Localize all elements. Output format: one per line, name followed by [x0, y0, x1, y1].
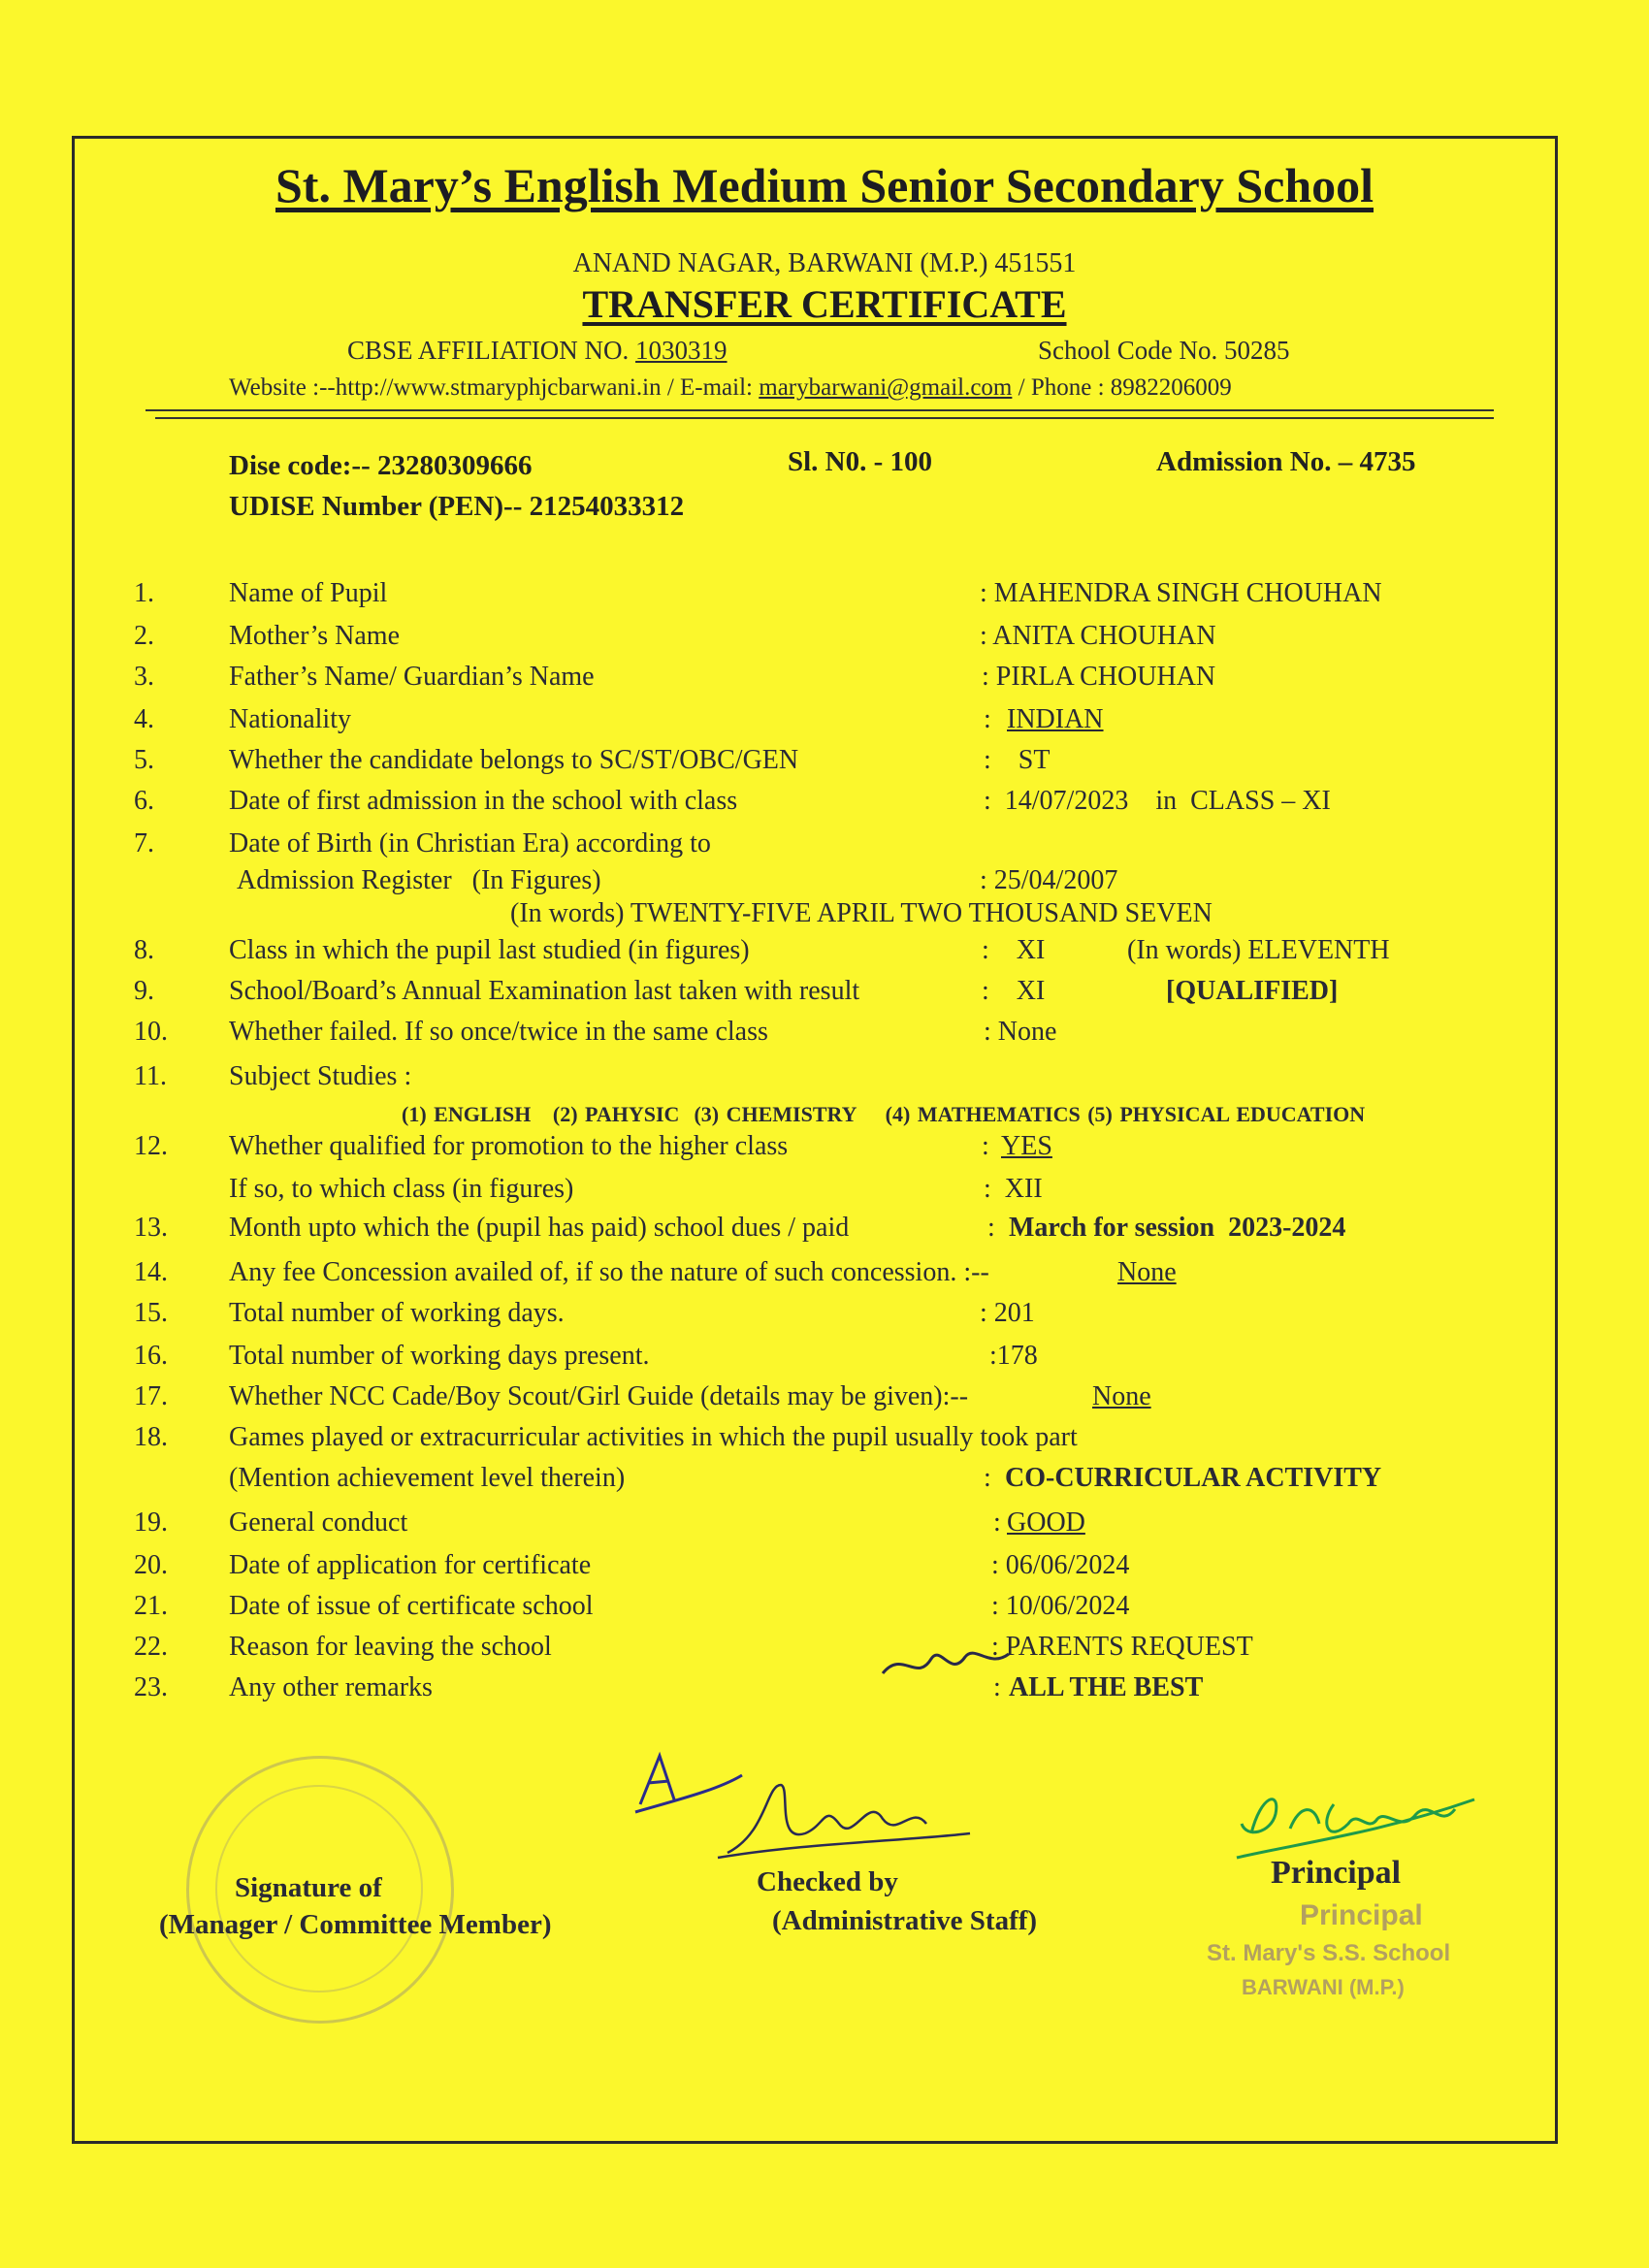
leaving-reason: : PARENTS REQUEST [991, 1632, 1253, 1662]
principal-label: Principal [1271, 1855, 1402, 1891]
working-days: : 201 [980, 1298, 1035, 1328]
header-rule [146, 409, 1494, 411]
website: Website :--http://www.stmaryphjcbarwani.in / E-mail: [229, 374, 753, 401]
admission-number: Admission No. – 4735 [1156, 446, 1416, 477]
remarks: ALL THE BEST [1009, 1672, 1204, 1702]
list-item: 7. Date of Birth (in Christian Era) according to [134, 828, 711, 859]
principal-stamp-title: Principal [1300, 1899, 1423, 1931]
field-label: Whether qualified for promotion to the higher class [229, 1131, 789, 1161]
certificate-title: TRANSFER CERTIFICATE [582, 282, 1067, 326]
last-class-words: (In words) ELEVENTH [1127, 935, 1390, 965]
affiliation-number: 1030319 [635, 336, 728, 365]
list-item: 17. Whether NCC Cade/Boy Scout/Girl Guide (details may be given):-- None [134, 1381, 1151, 1411]
dob-figures: : 25/04/2007 [980, 865, 1118, 895]
initials-signature [873, 1630, 1018, 1698]
dob-words: (In words) TWENTY-FIVE APRIL TWO THOUSAND SEVEN [510, 898, 1212, 928]
exam-result: [QUALIFIED] [1166, 976, 1339, 1006]
list-item: 1. Name of Pupil : MAHENDRA SINGH CHOUHAN [134, 578, 1382, 608]
days-present: :178 [989, 1341, 1038, 1371]
phone: / Phone : 8982206009 [1018, 374, 1232, 401]
affiliation-line [347, 336, 728, 366]
field-label: (Mention achievement level therein) [229, 1463, 626, 1493]
first-admission: : 14/07/2023 in CLASS – XI [984, 786, 1331, 816]
manager-signature-label: Signature of [235, 1872, 382, 1903]
dues-paid: March for session 2023-2024 [1009, 1213, 1346, 1243]
subjects: (1) ENGLISH (2) PAHYSIC (3) CHEMISTRY (4) MATHEMATICS (5) PHYSICAL EDUCATION [402, 1102, 1366, 1126]
field-label: School/Board’s Annual Examination last taken with result [229, 976, 860, 1006]
email: marybarwani@gmail.com [759, 374, 1013, 401]
field-label: Total number of working days present. [229, 1341, 650, 1371]
category: : ST [984, 745, 1051, 775]
school-name: St. Mary’s English Medium Senior Secondary School [275, 158, 1374, 212]
field-label: Class in which the pupil last studied (in figures) [229, 935, 750, 965]
list-item: 3. Father’s Name/ Guardian’s Name : PIRLA CHOUHAN [134, 662, 1216, 692]
list-item [0, 1174, 1649, 1213]
field-label: Total number of working days. [229, 1298, 565, 1328]
list-item: 4. Nationality : INDIAN [134, 704, 1104, 734]
udise-number: UDISE Number (PEN)-- 21254033312 [229, 491, 685, 522]
list-item: 16. Total number of working days present. :178 [134, 1341, 1038, 1371]
field-label: If so, to which class (in figures) [229, 1174, 574, 1204]
field-label: Father’s Name/ Guardian’s Name [229, 662, 595, 692]
field-label: Date of first admission in the school with class [229, 786, 738, 816]
field-label: Subject Studies : [229, 1061, 412, 1091]
header-rule-2 [155, 417, 1494, 419]
contact-line [229, 374, 1232, 402]
field-label: Whether NCC Cade/Boy Scout/Girl Guide (details may be given):-- [229, 1381, 969, 1411]
field-label: Games played or extracurricular activities in which the pupil usually took part [229, 1422, 1078, 1452]
fee-concession: None [1117, 1257, 1177, 1287]
issue-date: : 10/06/2024 [991, 1591, 1130, 1621]
nationality: INDIAN [1007, 704, 1104, 734]
father-name: : PIRLA CHOUHAN [982, 662, 1216, 692]
field-label: Mother’s Name [229, 621, 400, 651]
field-label: Any other remarks [229, 1672, 433, 1702]
field-label: Whether the candidate belongs to SC/ST/OBC/GEN [229, 745, 799, 775]
school-code: School Code No. 50285 [1038, 336, 1290, 365]
field-label: Date of Birth (in Christian Era) according to [229, 828, 711, 859]
list-item: 23. Any other remarks : ALL THE BEST [134, 1672, 1204, 1702]
field-label: Month upto which the (pupil has paid) school dues / paid [229, 1213, 850, 1243]
list-item: 22. Reason for leaving the school : PARENTS REQUEST [134, 1632, 1253, 1662]
exam-class: : XI [982, 976, 1046, 1006]
affiliation-label: CBSE AFFILIATION NO. [347, 336, 630, 365]
list-item: (Mention achievement level therein) : CO-CURRICULAR ACTIVITY [229, 1463, 1382, 1493]
principal-stamp-school: St. Mary's S.S. School [1207, 1940, 1451, 1966]
field-label: Name of Pupil [229, 578, 388, 608]
list-item: 13. Month upto which the (pupil has paid) school dues / paid : March for session 2023-2024 [134, 1213, 1346, 1243]
principal-stamp-place: BARWANI (M.P.) [1242, 1975, 1405, 1999]
last-class: : XI [982, 935, 1046, 965]
failed: : None [984, 1017, 1057, 1047]
serial-number: Sl. N0. - 100 [788, 446, 933, 477]
field-label: General conduct [229, 1507, 408, 1538]
list-item: 19. General conduct : GOOD [134, 1507, 1085, 1538]
promotion-class: : XII [984, 1174, 1043, 1204]
list-item: 10. Whether failed. If so once/twice in the same class : None [134, 1017, 1057, 1047]
field-label: Admission Register (In Figures) [237, 865, 601, 895]
list-item: 21. Date of issue of certificate school : 10/06/2024 [134, 1591, 1130, 1621]
field-label: Any fee Concession availed of, if so the nature of such concession. :-- [229, 1257, 989, 1287]
list-item: 15. Total number of working days. : 201 [134, 1298, 1035, 1328]
list-item: 18. Games played or extracurricular activities in which the pupil usually took part [134, 1422, 1078, 1452]
field-label: Date of issue of certificate school [229, 1591, 594, 1621]
general-conduct: GOOD [1007, 1507, 1085, 1538]
activities: CO-CURRICULAR ACTIVITY [1005, 1463, 1382, 1493]
dise-code: Dise code:-- 23280309666 [229, 450, 533, 481]
list-item: 2. Mother’s Name : ANITA CHOUHAN [134, 621, 1216, 651]
field-label: Nationality [229, 704, 351, 734]
checked-by-role: (Administrative Staff) [772, 1905, 1038, 1936]
school-address: ANAND NAGAR, BARWANI (M.P.) 451551 [572, 248, 1077, 278]
application-date: : 06/06/2024 [991, 1550, 1130, 1580]
list-item: 5. Whether the candidate belongs to SC/ST/OBC/GEN : ST [134, 745, 1051, 775]
list-item: 14. Any fee Concession availed of, if so the nature of such concession. :-- None [134, 1257, 1177, 1287]
manager-signature-role: (Manager / Committee Member) [159, 1909, 552, 1940]
field-label: Whether failed. If so once/twice in the same class [229, 1017, 768, 1047]
list-item [0, 898, 1649, 937]
list-item: 9. School/Board’s Annual Examination last taken with result : XI [QUALIFIED] [134, 976, 1339, 1006]
ncc-details: None [1092, 1381, 1151, 1411]
staff-signature [708, 1766, 980, 1872]
field-label: Reason for leaving the school [229, 1632, 552, 1662]
promotion: YES [1001, 1131, 1052, 1161]
checked-by-label: Checked by [757, 1866, 898, 1897]
list-item: 11. Subject Studies : [134, 1061, 412, 1091]
list-item: 8. Class in which the pupil last studied (in figures) : XI (In words) ELEVENTH [134, 935, 1390, 965]
mother-name: : ANITA CHOUHAN [980, 621, 1216, 651]
field-label: Date of application for certificate [229, 1550, 592, 1580]
pupil-name: : MAHENDRA SINGH CHOUHAN [980, 578, 1382, 608]
list-item: 6. Date of first admission in the school with class : 14/07/2023 in CLASS – XI [134, 786, 1331, 816]
list-item: 20. Date of application for certificate : 06/06/2024 [134, 1550, 1130, 1580]
list-item: 12. Whether qualified for promotion to the higher class : YES [134, 1131, 1052, 1161]
